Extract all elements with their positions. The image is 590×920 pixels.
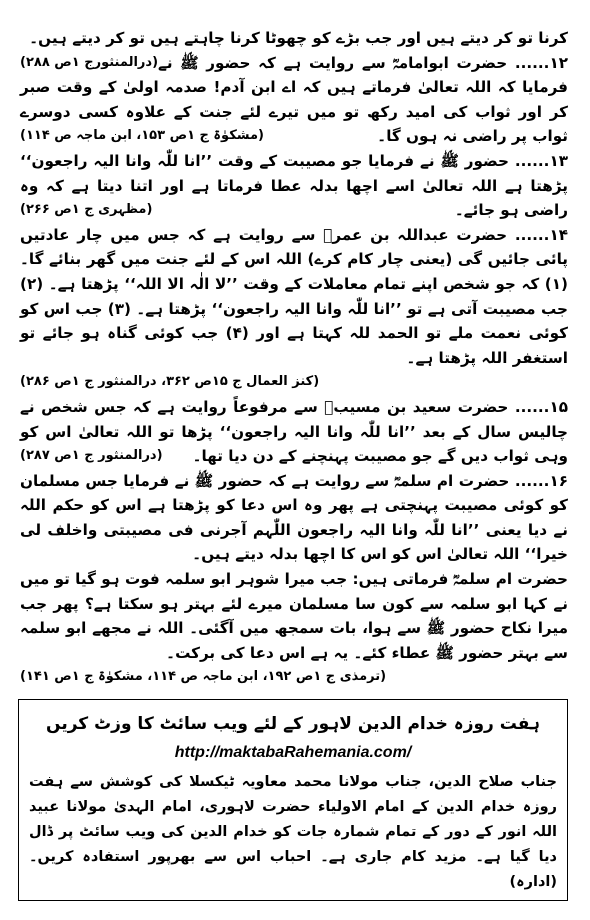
website-url[interactable]: http://maktabaRahemania.com/ bbox=[174, 744, 412, 761]
paragraph-text: ۱۶...... حضرت ام سلمہؓ سے روایت ہے کہ حضور ﷺ نے فرمایا جس مسلمان کو کوئی مصیبت پہنچتی ہے پھر وہ اس دعا کو پڑھتا ہے اس کو حکم اللہ نے دیا یعنی ’’انا للّٰہ وانا الیہ راجعون اللّٰہم آجرنی فی مصیبتی واخلف لی خیرا‘‘ اللہ تعالیٰ اس کو اس کا اچھا بدلہ دیتے ہیں۔ bbox=[20, 471, 568, 564]
paragraph-text: ۱۵...... حضرت سعید بن مسیبؓ سے مرفوعاً روایت ہے کہ جس شخص نے چالیس سال کے بعد ’’انا للّٰہ وانا الیہ راجعون‘‘ پڑھا تو اللہ تعالیٰ اس کو وہی ثواب دیں گے جو مصیبت پہنچنے کے دن دیا تھا۔ bbox=[20, 397, 568, 466]
paragraph-text: ۱۲...... حضرت ابوامامہؓ سے روایت ہے کہ حضور ﷺ نے فرمایا کہ اللہ تعالیٰ فرماتے ہیں کہ اے ابن آدم! صدمہ اولیٰ کے وقت صبر کر اور ثواب کی امید رکھ تو میں تیرے لئے جنت کے علاوہ کسی دوسرے ثواب پر راضی نہ ہوں گا۔ bbox=[20, 53, 568, 146]
reference-citation: (مظہری ج ۱ص ۲۶۶) bbox=[20, 202, 153, 218]
notice-heading: ہفت روزہ خدام الدین لاہور کے لئے ویب سائٹ کا وزٹ کریں bbox=[46, 714, 540, 734]
website-notice-box bbox=[18, 699, 568, 901]
notice-text: جناب صلاح الدین، جناب مولانا محمد معاویہ ٹیکسلا کی کوشش سے ہفت روزہ خدام الدین کے امام الاولیاء حضرت لاہوری، امام الہدیٰ مولانا عبید اللہ انور کے دور کے تمام شمارہ جات کو خدام الدین کی ویب سائٹ پر ڈال دیا گیا ہے۔ مزید کام جاری ہے۔ احباب اس سے بھرپور استفادہ کریں۔ (ادارہ) bbox=[29, 774, 557, 890]
paragraph-text: ۱۴...... حضرت عبداللہ بن عمرؓ سے روایت ہے کہ جس میں چار عادتیں پائی جائیں گی (یعنی چار کام کرے) اللہ اس کے لئے جنت میں گھر بنائے گا۔ (۱) کہ جو شخص اپنے تمام معاملات کے وقت ’’لا الٰہ الا اللہ‘‘ پڑھتا ہے۔ (۲) جب مصیبت آتی ہے تو ’’انا للّٰہ وانا الیہ راجعون‘‘ پڑھتا ہے۔ (۳) جب اس کو کوئی نعمت ملے تو الحمد للہ کہتا ہے اور (۴) جب کوئی گناہ ہو جائے تو استغفر اللہ پڑھتا ہے۔ bbox=[20, 225, 568, 367]
hadith-16 bbox=[20, 469, 568, 567]
reference-citation: (مشکوٰۃ ج ۱ص ۱۵۳، ابن ماجہ ص ۱۱۴) bbox=[20, 128, 264, 144]
reference-citation: (درالمنثورج ۱ص ۲۸۸) bbox=[20, 54, 159, 70]
hadith-15 bbox=[20, 395, 568, 469]
paragraph-text: حضرت ام سلمہؓ فرماتی ہیں: جب میرا شوہر ابو سلمہ فوت ہو گیا تو میں نے کہا ابو سلمہ سے کون سا مسلمان میرے لئے بہتر ہو سکتا ہے؟ پھر جب میرا نکاح حضور ﷺ سے ہوا، بات سمجھ میں آگئی۔ اللہ نے مجھے ابو سلمہ سے بہتر حضور ﷺ عطاء کئے۔ یہ ہے اس دعا کی برکت۔ bbox=[20, 570, 568, 662]
reference-citation: (کنز العمال ج ۱۵ص ۳۶۲، درالمنثور ج ۱ص ۲۸۶) bbox=[20, 374, 320, 390]
paragraph-text: کرنا تو کر دیتے ہیں اور جب بڑے کو چھوٹا کرنا چاہتے ہیں تو کر دیتے ہیں۔ bbox=[29, 29, 568, 47]
paragraph-continuation bbox=[20, 26, 568, 70]
reference-citation: (ترمذی ج ۱ص ۱۹۲، ابن ماجہ ص ۱۱۴، مشکوٰۃ ج ۱ص ۱۴۱) bbox=[20, 669, 387, 685]
umm-salama-narration bbox=[20, 567, 568, 685]
paragraph-text: ۱۳...... حضور ﷺ نے فرمایا جو مصیبت کے وقت ’’انا للّٰہ وانا الیہ راجعون‘‘ پڑھتا ہے اللہ تعالیٰ اسے اچھا بدلہ عطا فرماتا ہے اور اتنا دیتا ہے کہ وہ راضی ہو جائے۔ bbox=[20, 151, 568, 220]
reference-citation: (درالمنثور ج ۱ص ۲۸۷) bbox=[20, 448, 163, 464]
article-body bbox=[20, 26, 568, 690]
hadith-14 bbox=[20, 223, 568, 395]
hadith-13 bbox=[20, 149, 568, 223]
